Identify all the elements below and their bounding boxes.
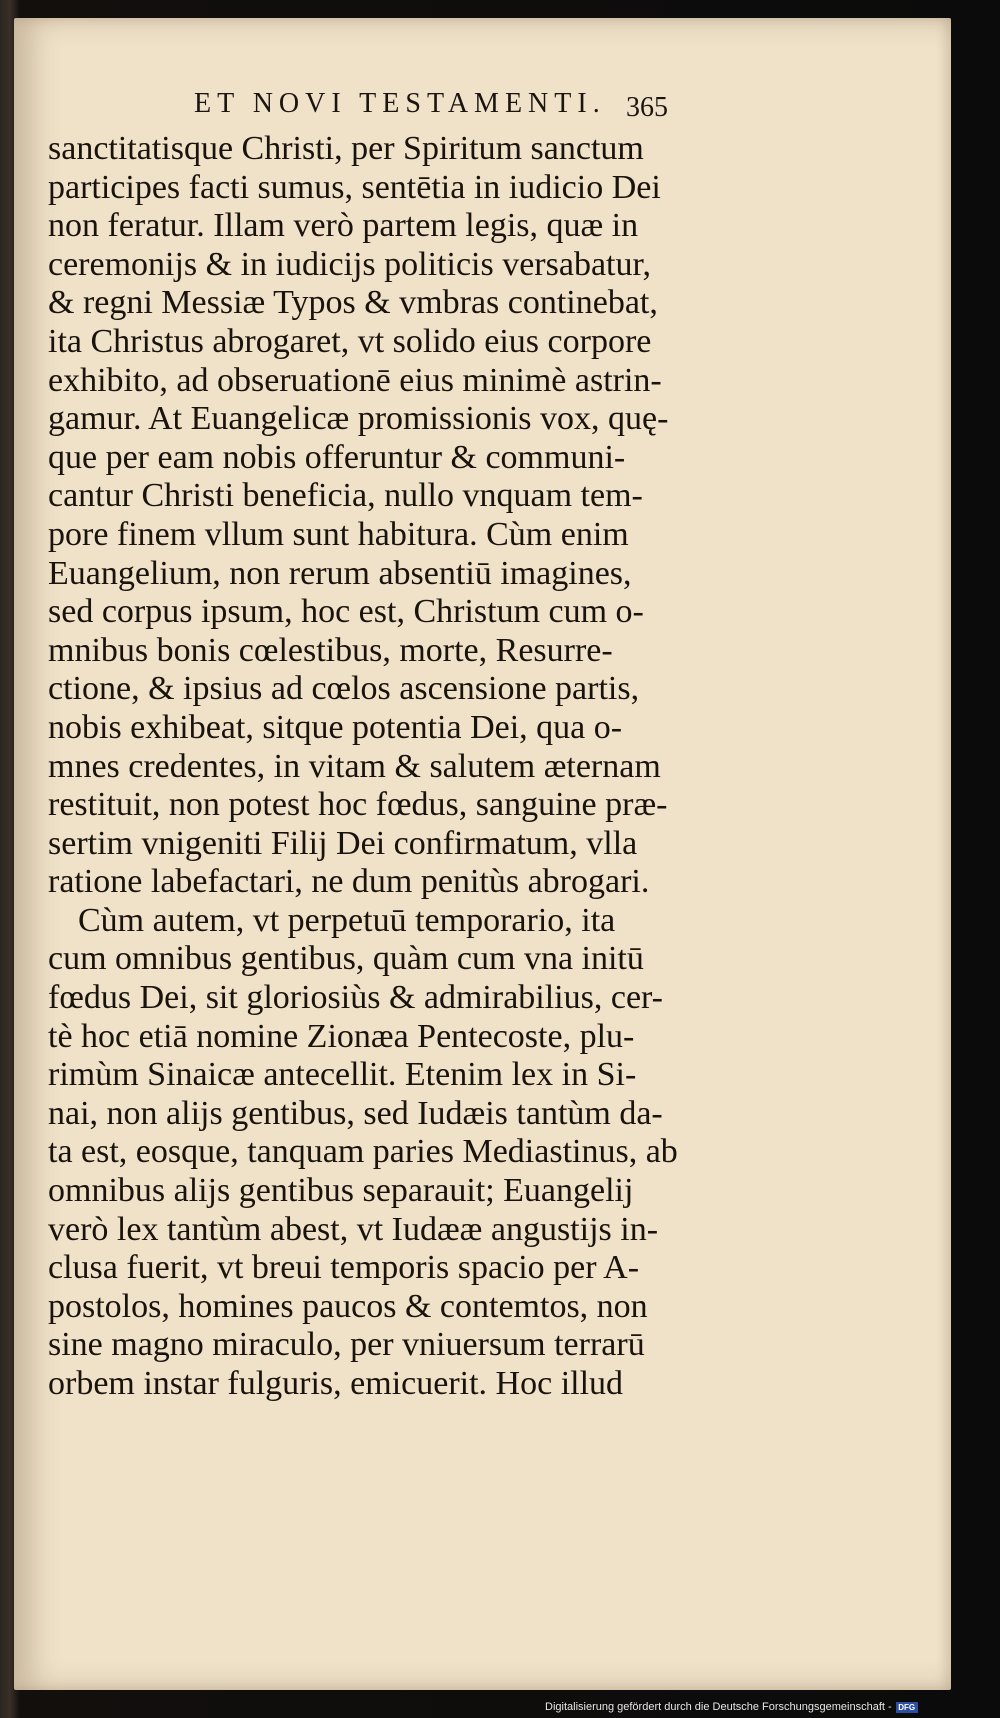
text-line: que per eam nobis offeruntur & communi- (48, 438, 626, 476)
text-line: postolos, homines paucos & contemtos, non (48, 1287, 648, 1325)
text-line: exhibito, ad obseruationē eius minimè astrin- (48, 361, 662, 399)
text-line: ceremonijs & in iudicijs politicis versabatur, (48, 245, 651, 283)
text-line: sine magno miraculo, per vniuersum terrarū (48, 1326, 645, 1364)
text-line: verò lex tantùm abest, vt Iudææ angustijs in- (48, 1210, 659, 1248)
text-line: Euangelium, non rerum absentiū imagines, (48, 554, 632, 592)
book-page (14, 18, 951, 1690)
text-line: cum omnibus gentibus, quàm cum vna initū (48, 940, 644, 978)
text-line: ratione labefactari, ne dum penitùs abrogari. (48, 863, 650, 901)
text-line: sertim vnigeniti Filij Dei confirmatum, vlla (48, 824, 638, 862)
text-line: cantur Christi beneficia, nullo vnquam tem- (48, 477, 643, 515)
text-line: sanctitatisque Christi, per Spiritum sanctum (48, 130, 644, 167)
text-line: ta est, eosque, tanquam paries Mediastinus, ab (48, 1133, 678, 1171)
text-line: & regni Messiæ Typos & vmbras continebat, (48, 284, 658, 322)
page-number: 365 (626, 92, 668, 123)
text-line: orbem instar fulguris, emicuerit. Hoc illud (48, 1365, 624, 1402)
text-line: omnibus alijs gentibus separauit; Euangelij (48, 1172, 634, 1210)
text-line: rimùm Sinaicæ antecellit. Etenim lex in Si- (48, 1056, 637, 1094)
dfg-logo-icon: DFG (896, 1702, 918, 1713)
text-line: participes facti sumus, sentētia in iudicio Dei (48, 168, 661, 206)
digitization-credit (545, 1701, 918, 1713)
text-line: Cùm autem, vt perpetuū temporario, ita (78, 901, 616, 939)
text-line: gamur. At Euangelicæ promissionis vox, quę- (48, 400, 669, 438)
text-line: mnibus bonis cœlestibus, morte, Resurre- (48, 631, 613, 669)
text-line: nobis exhibeat, sitque potentia Dei, qua o- (48, 708, 623, 746)
text-line: ita Christus abrogaret, vt solido eius corpore (48, 322, 652, 360)
text-line: ctione, & ipsius ad cœlos ascensione partis, (48, 670, 640, 708)
body-text (48, 130, 690, 1404)
text-line: restituit, non potest hoc fœdus, sanguine præ- (48, 786, 668, 824)
text-line: mnes credentes, in vitam & salutem æternam (48, 747, 661, 785)
text-line: tè hoc etiā nomine Zionæa Pentecoste, plu- (48, 1017, 635, 1055)
text-line: nai, non alijs gentibus, sed Iudæis tantùm da- (48, 1094, 663, 1132)
text-line: clusa fuerit, vt breui temporis spacio per A- (48, 1249, 640, 1287)
text-line: fœdus Dei, sit gloriosiùs & admirabilius, cer- (48, 979, 664, 1017)
credit-text: Digitalisierung gefördert durch die Deutsche Forschungsgemeinschaft - (545, 1701, 892, 1713)
text-line: pore finem vllum sunt habitura. Cùm enim (48, 515, 629, 553)
running-title: ET NOVI TESTAMENTI. (194, 88, 606, 119)
text-line: sed corpus ipsum, hoc est, Christum cum o- (48, 593, 644, 631)
text-line: non feratur. Illam verò partem legis, quæ in (48, 207, 639, 245)
